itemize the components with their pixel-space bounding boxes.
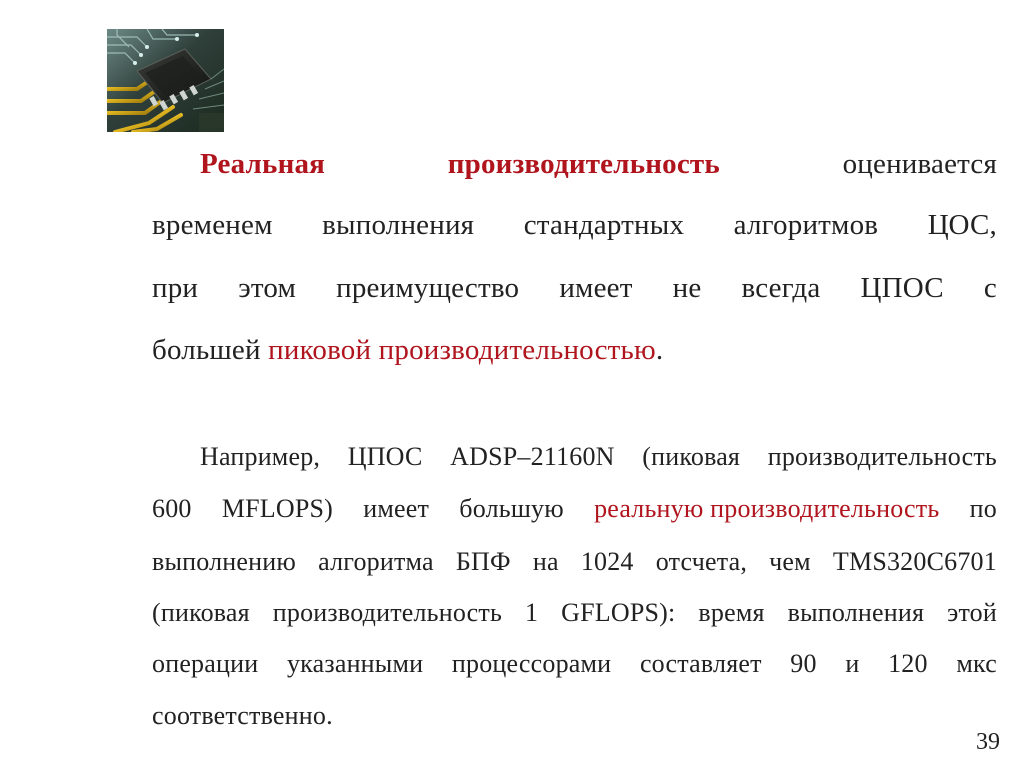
- word: составляет: [639, 649, 762, 678]
- paragraph-2-line-6: соответственно.: [152, 701, 333, 730]
- word: процессорами: [451, 649, 612, 678]
- word: GFLOPS):: [561, 598, 676, 627]
- text: большей: [152, 334, 269, 366]
- circuit-chip-icon: [107, 29, 224, 132]
- word: с: [983, 272, 997, 304]
- word: по: [969, 494, 997, 523]
- word: ЦПОС: [860, 272, 944, 304]
- paragraph-2-line-5: [152, 649, 997, 679]
- word: (пиковая: [152, 598, 250, 627]
- word: при: [152, 272, 199, 304]
- word: (пиковая: [642, 442, 741, 471]
- word: этом: [238, 272, 297, 304]
- word: производительность: [272, 598, 503, 627]
- word: выполнению: [152, 547, 296, 576]
- word: алгоритма: [318, 547, 434, 576]
- paragraph-1-line-2: [152, 208, 997, 242]
- word: отсчета,: [655, 547, 748, 576]
- word: выполнения: [322, 209, 475, 241]
- word: на: [532, 547, 559, 576]
- word: производительность: [767, 442, 997, 471]
- word: 1: [525, 598, 539, 627]
- word: и: [845, 649, 860, 678]
- paragraph-2-line-3: [152, 547, 997, 577]
- word: не: [672, 272, 702, 304]
- word: ЦОС,: [927, 209, 997, 241]
- word: 600: [152, 494, 192, 523]
- word: ADSP–21160N: [450, 442, 615, 471]
- word: время: [698, 598, 765, 627]
- paragraph-2-line-4: [152, 598, 997, 628]
- paragraph-1-line-3: [152, 271, 997, 305]
- word: MFLOPS): [221, 494, 334, 523]
- term-performance: производительность: [447, 148, 720, 180]
- word: временем: [152, 209, 273, 241]
- word: оценивается: [842, 148, 997, 180]
- word: операции: [152, 649, 259, 678]
- paragraph-2-line-2: [152, 494, 997, 524]
- text: .: [655, 334, 664, 366]
- word: БПФ: [455, 547, 511, 576]
- word: 1024: [580, 547, 634, 576]
- word: большую: [459, 494, 564, 523]
- word: ЦПОС: [347, 442, 423, 471]
- page-number: 39: [976, 729, 1000, 755]
- word: мкс: [956, 649, 997, 678]
- word: преимущество: [336, 272, 520, 304]
- term-real-performance: Реальная: [200, 148, 326, 180]
- word: Например,: [200, 442, 321, 471]
- word: стандартных: [523, 209, 685, 241]
- word: этой: [947, 598, 997, 627]
- word: 120: [888, 649, 928, 678]
- word: имеет: [363, 494, 430, 523]
- word: имеет: [559, 272, 633, 304]
- paragraph-2-line-1: [200, 442, 997, 472]
- word: TMS320C6701: [832, 547, 997, 576]
- term-real-performance: реальную производительность: [594, 494, 940, 523]
- term-peak-performance: пиковой производительностью: [268, 334, 656, 366]
- word: алгоритмов: [733, 209, 879, 241]
- word: чем: [769, 547, 811, 576]
- word: указанными: [286, 649, 424, 678]
- word: выполнения: [787, 598, 925, 627]
- word: 90: [790, 649, 817, 678]
- word: всегда: [741, 272, 821, 304]
- paragraph-1-line-4: [152, 333, 997, 367]
- paragraph-1-line-1: [200, 147, 997, 181]
